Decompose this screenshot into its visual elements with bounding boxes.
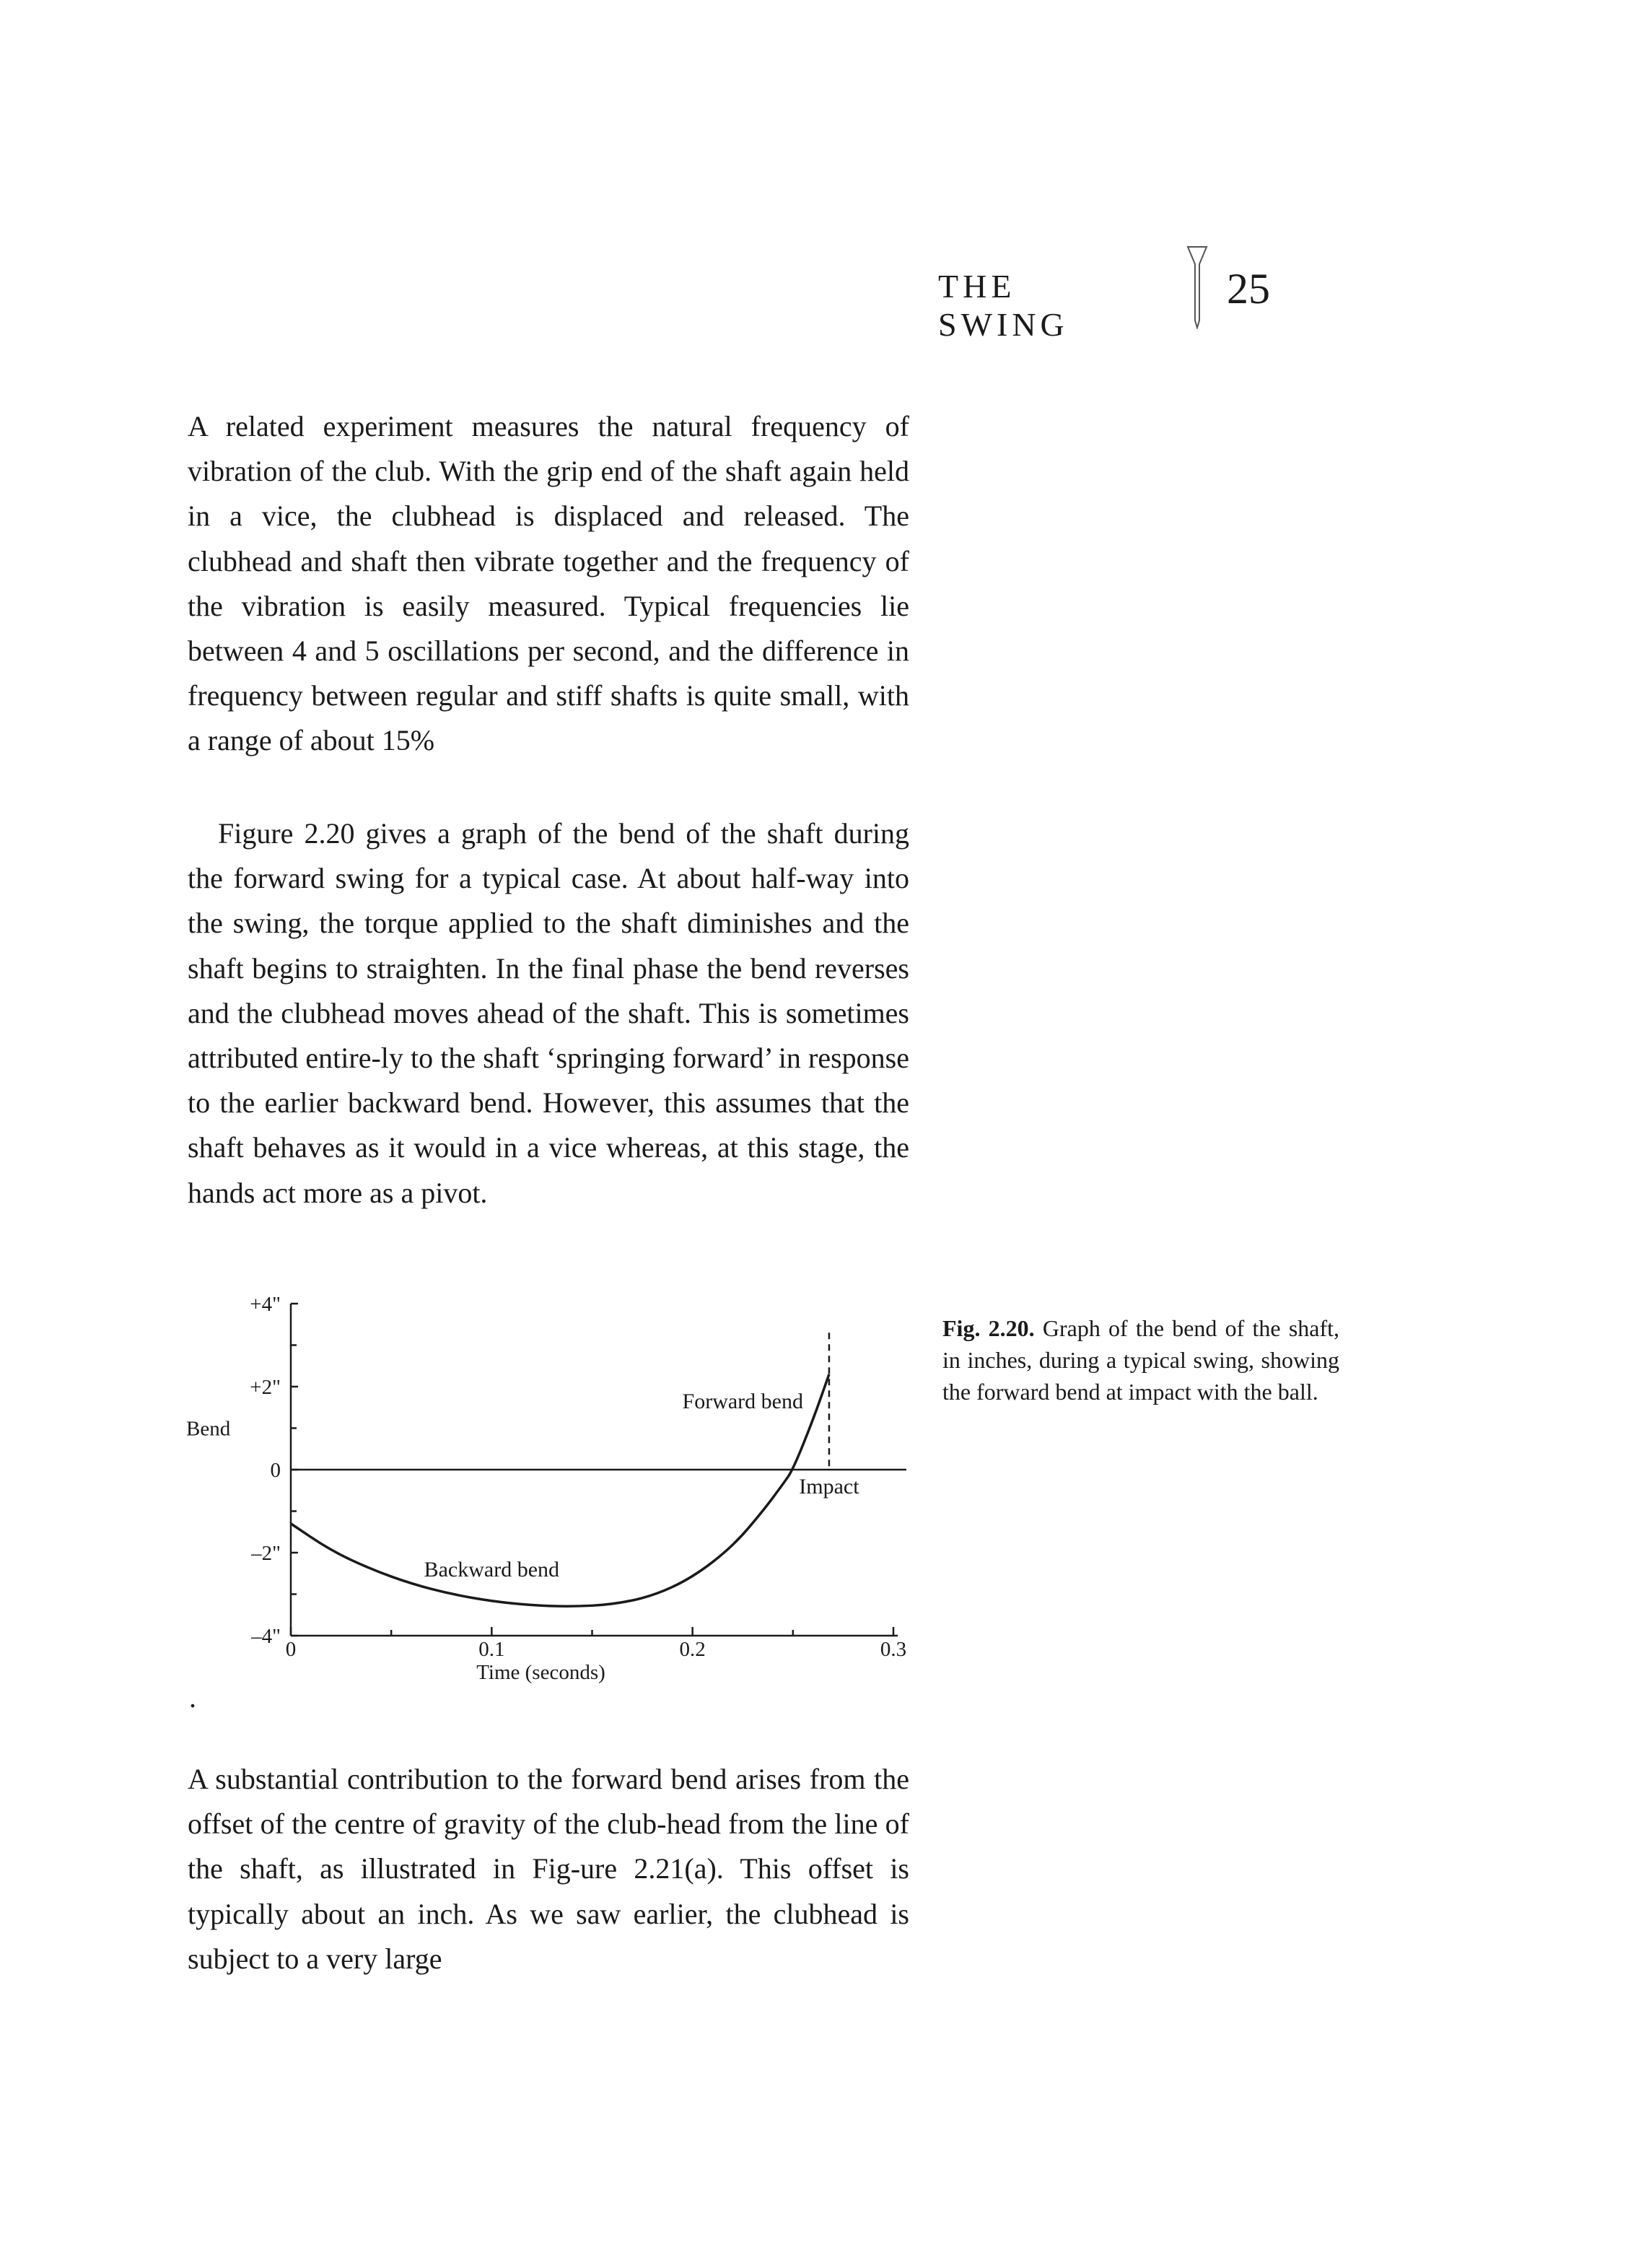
y-axis-label: Bend [186, 1417, 231, 1441]
y-tick-label: +2" [250, 1376, 281, 1399]
x-tick-label: 0.3 [880, 1638, 907, 1661]
caption-text: Graph of the bend of the shaft, in inches, during a typical swing, showing the forward bend at impact with the ball. [942, 1315, 1340, 1405]
chart-annotation: Backward bend [424, 1558, 560, 1582]
x-axis-label: Time (seconds) [476, 1661, 605, 1684]
shaft-bend-chart [173, 1278, 924, 1711]
golf-tee-icon [1186, 245, 1208, 329]
y-tick-label: –4" [251, 1625, 281, 1648]
y-tick-label: –2" [251, 1542, 281, 1565]
x-tick-label: 0.1 [478, 1638, 505, 1661]
body-paragraph-3: A substantial contribution to the forward bend arises from the offset of the centre of gravity of the club-head from the line of the shaft, as illustrated in Fig-ure 2.21(a). This offset is typically about an inch. As we saw earlier, the clubhead is subject to a very large [188, 1763, 909, 1975]
chart-annotation: Impact [799, 1475, 859, 1499]
y-tick-label: 0 [270, 1459, 281, 1482]
running-head [938, 245, 1299, 343]
page-number: 25 [1227, 265, 1270, 313]
chart-annotation: Forward bend [682, 1390, 803, 1414]
caption-label: Fig. 2.20. [942, 1315, 1035, 1341]
running-title: THE SWING [938, 268, 1069, 343]
x-tick-label: 0 [285, 1638, 297, 1661]
stray-mark: . [189, 1681, 196, 1714]
x-tick-label: 0.2 [679, 1638, 706, 1661]
body-paragraph-2: Figure 2.20 gives a graph of the bend of the shaft during the forward swing for a typical case. At about half-way into the swing, the torque applied to the shaft diminishes and the shaft begins to straighten. In the final phase the bend reverses and the clubhead moves ahead of the shaft. This is sometimes attributed entire-ly to the shaft ‘springing forward’ in response to the earlier backward bend. However, this assumes that the shaft behaves as it would in a vice whereas, at this stage, the hands act more as a pivot. [188, 817, 909, 1209]
body-paragraph-1: A related experiment measures the natural frequency of vibration of the club. With the grip end of the shaft again held in a vice, the clubhead is displaced and released. The clubhead and shaft then vibrate together and the frequency of the vibration is easily measured. Typical frequencies lie between 4 and 5 oscillations per second, and the difference in frequency between regular and stiff shafts is quite small, with a range of about 15% [188, 410, 909, 757]
figure-caption [942, 1312, 1339, 1408]
y-tick-label: +4" [250, 1293, 281, 1316]
figure-2-20 [173, 1278, 924, 1711]
